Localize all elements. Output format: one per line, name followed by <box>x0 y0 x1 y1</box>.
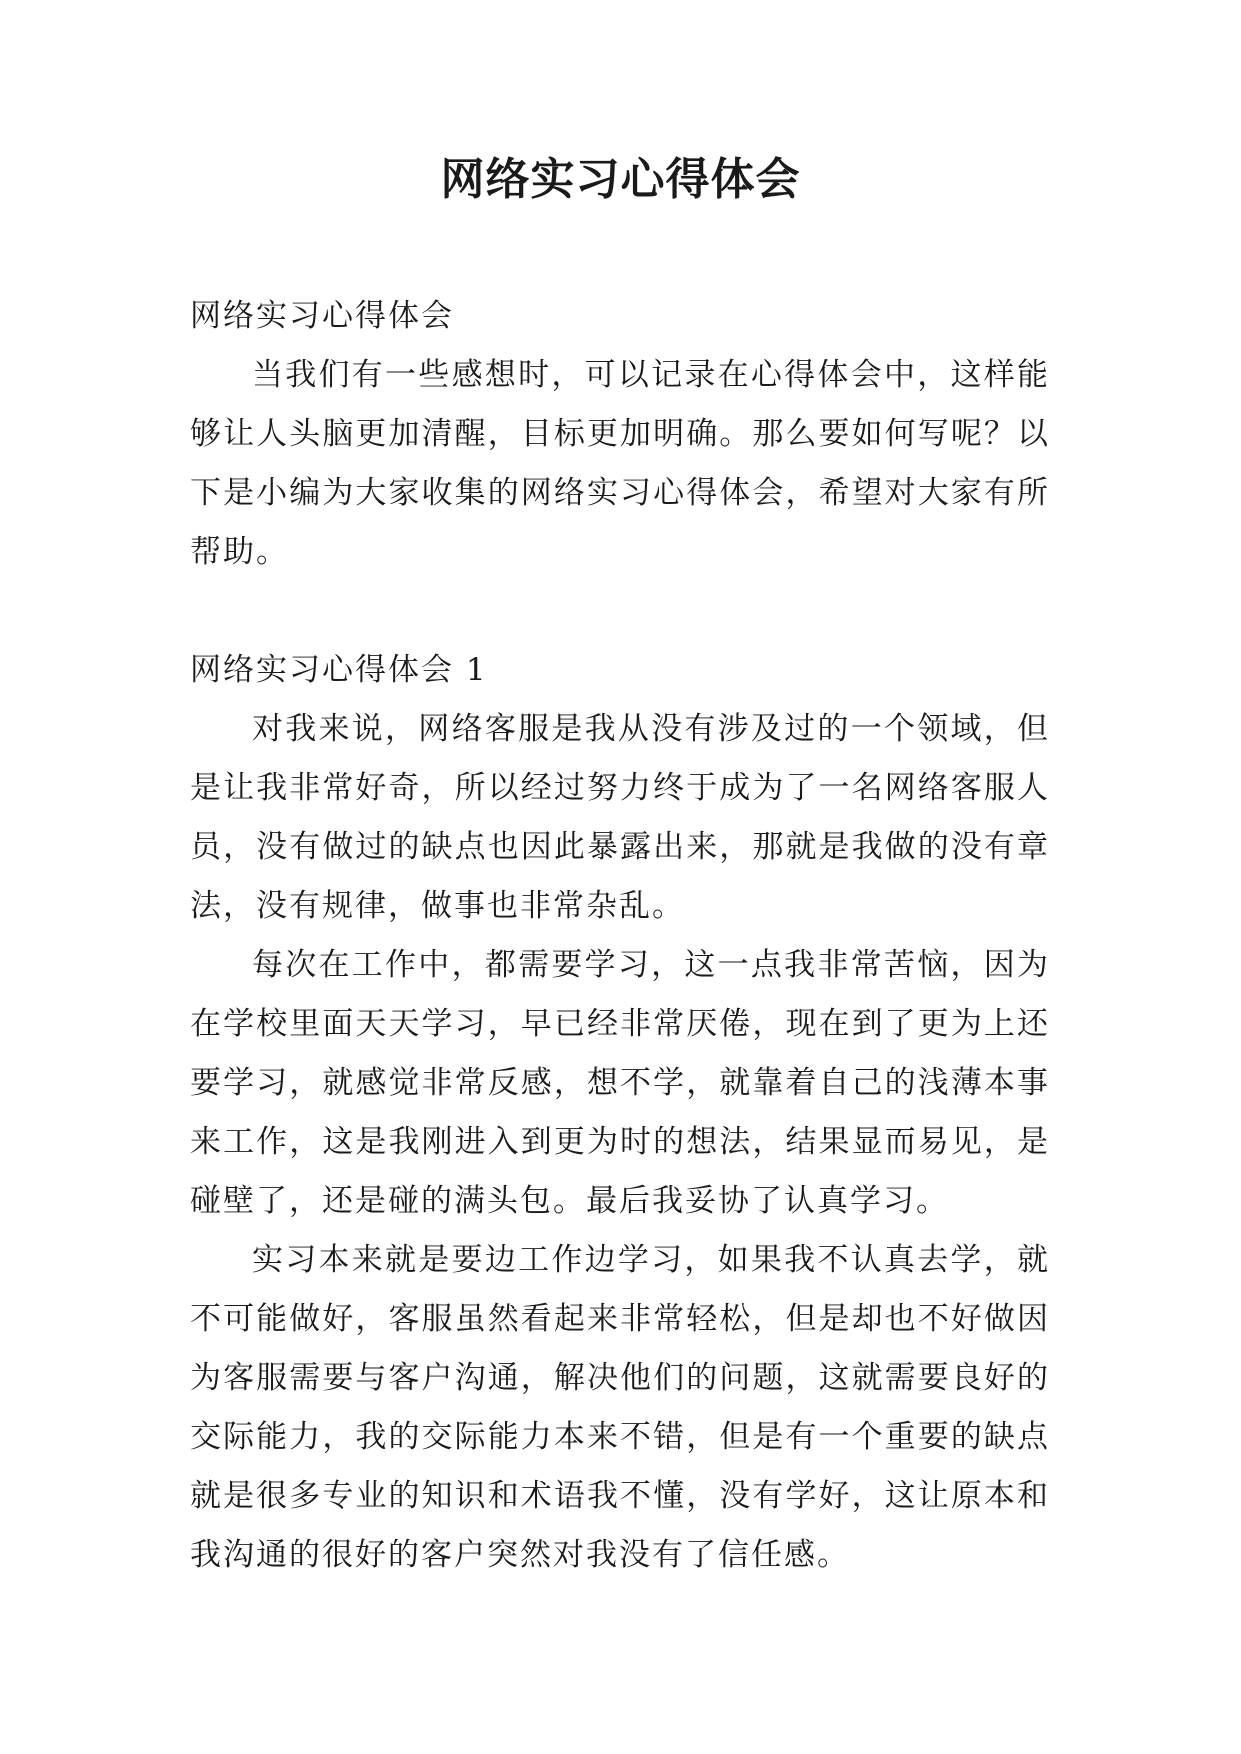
intro-paragraph: 当我们有一些感想时，可以记录在心得体会中，这样能够让人头脑更加清醒，目标更加明确。那么要如何写呢？以下是小编为大家收集的网络实习心得体会，希望对大家有所帮助。 <box>190 357 1050 570</box>
intro-heading: 网络实习心得体会 <box>190 298 454 334</box>
section-paragraph: 对我来说，网络客服是我从没有涉及过的一个领域，但是让我非常好奇，所以经过努力终于成为了一名网络客服人员，没有做过的缺点也因此暴露出来，那就是我做的没有章法，没有规律，做事也非常杂乱。 <box>190 711 1050 924</box>
document-title: 网络实习心得体会 <box>440 154 801 205</box>
document-body <box>190 287 1050 1585</box>
section-spacer <box>190 582 1050 641</box>
section-paragraph: 每次在工作中，都需要学习，这一点我非常苦恼，因为在学校里面天天学习，早已经非常厌倦，现在到了更为上还要学习，就感觉非常反感，想不学，就靠着自己的浅薄本事来工作，这是我刚进入到更为时的想法，结果显而易见，是碰壁了，还是碰的满头包。最后我妥协了认真学习。 <box>190 947 1050 1219</box>
section-heading: 网络实习心得体会 1 <box>190 652 488 688</box>
section-paragraph: 实习本来就是要边工作边学习，如果我不认真去学，就不可能做好，客服虽然看起来非常轻松，但是却也不好做因为客服需要与客户沟通，解决他们的问题，这就需要良好的交际能力，我的交际能力本来不错，但是有一个重要的缺点就是很多专业的知识和术语我不懂，没有学好，这让原本和我沟通的很好的客户突然对我没有了信任感。 <box>190 1242 1050 1573</box>
